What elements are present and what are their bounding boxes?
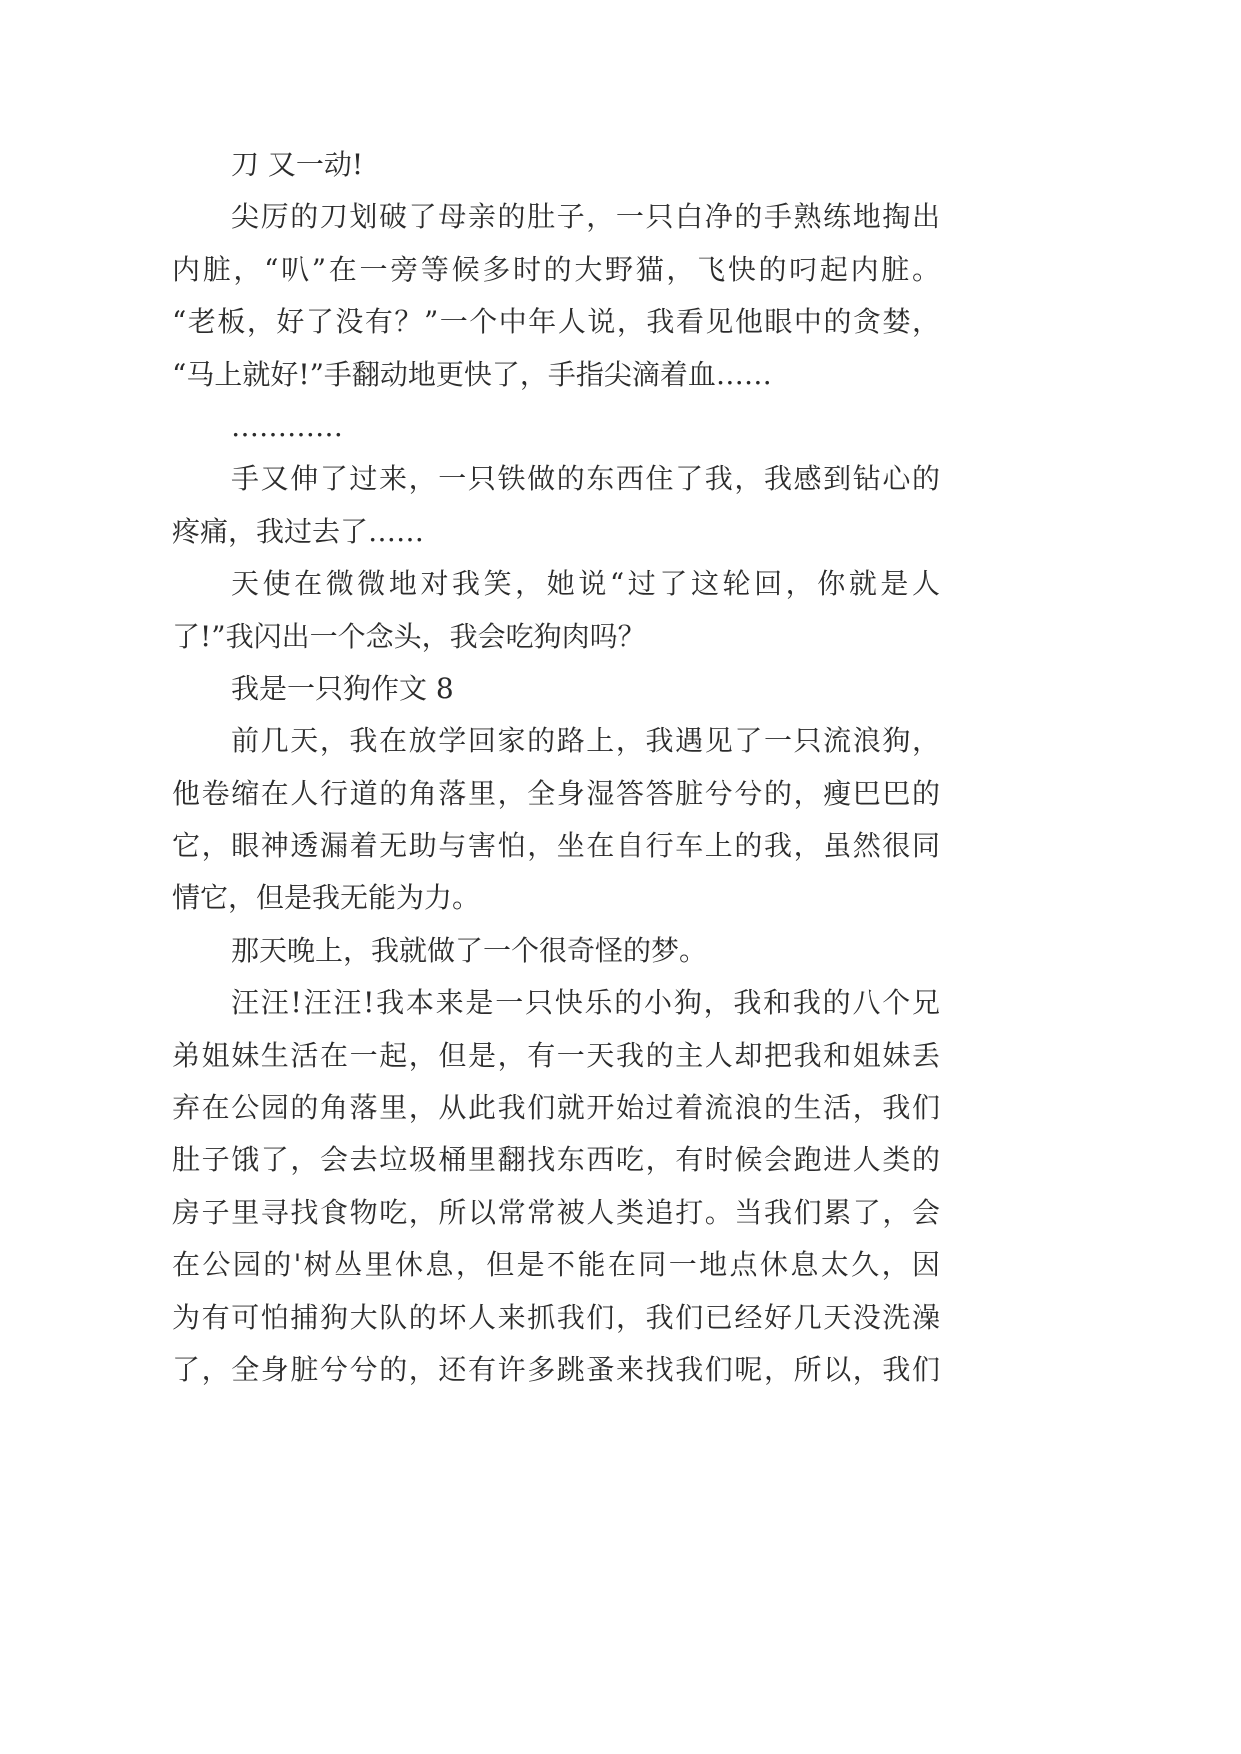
text-line: 他卷缩在人行道的角落里，全身湿答答脏兮兮的，瘦巴巴的 (172, 776, 940, 810)
text-line: 前几天，我在放学回家的路上，我遇见了一只流浪狗， (231, 724, 940, 758)
text-line: 了，全身脏兮兮的，还有许多跳蚤来找我们呢，所以，我们 (172, 1352, 940, 1386)
text-line: 天使在微微地对我笑，她说“过了这轮回，你就是人 (231, 567, 940, 601)
text-line: 弟姐妹生活在一起，但是，有一天我的主人却把我和姐妹丢 (172, 1038, 940, 1072)
document-body (172, 139, 940, 1396)
text-line: 内脏，“叭”在一旁等候多时的大野猫，飞快的叼起内脏。 (172, 252, 940, 286)
paragraph (172, 977, 940, 1396)
paragraph (172, 191, 940, 401)
paragraph (172, 401, 940, 453)
text-line: 手又伸了过来，一只铁做的东西住了我，我感到钻心的 (231, 462, 940, 496)
paragraph (172, 139, 940, 191)
paragraph (172, 558, 940, 663)
text-line: 疼痛，我过去了…… (172, 514, 425, 548)
text-line: “马上就好!”手翻动地更快了，手指尖滴着血…… (172, 357, 772, 391)
text-line: 了!”我闪出一个念头，我会吃狗肉吗？ (172, 619, 646, 653)
text-line: 为有可怕捕狗大队的坏人来抓我们，我们已经好几天没洗澡 (172, 1300, 940, 1334)
text-line: 情它，但是我无能为力。 (172, 881, 481, 915)
text-line: ………… (231, 409, 343, 443)
paragraph (172, 715, 940, 925)
text-line: 在公园的'树丛里休息，但是不能在同一地点休息太久，因 (172, 1248, 940, 1282)
text-line: 尖厉的刀划破了母亲的肚子，一只白净的手熟练地掏出 (231, 200, 940, 234)
text-line: 那天晚上，我就做了一个很奇怪的梦。 (231, 933, 708, 967)
text-line: 我是一只狗作文 8 (231, 671, 454, 705)
text-line: 肚子饿了，会去垃圾桶里翻找东西吃，有时候会跑进人类的 (172, 1143, 940, 1177)
text-line: 刀 又一动! (231, 148, 364, 181)
text-line: “老板，好了没有？”一个中年人说，我看见他眼中的贪婪， (172, 305, 940, 339)
text-line: 它，眼神透漏着无助与害怕，坐在自行车上的我，虽然很同 (172, 829, 940, 863)
text-line: 弃在公园的角落里，从此我们就开始过着流浪的生活，我们 (172, 1091, 940, 1125)
essay-title (172, 663, 940, 715)
text-line: 房子里寻找食物吃，所以常常被人类追打。当我们累了，会 (172, 1195, 940, 1229)
text-line: 汪汪!汪汪!我本来是一只快乐的小狗，我和我的八个兄 (231, 986, 940, 1020)
paragraph (172, 453, 940, 558)
paragraph (172, 925, 940, 977)
